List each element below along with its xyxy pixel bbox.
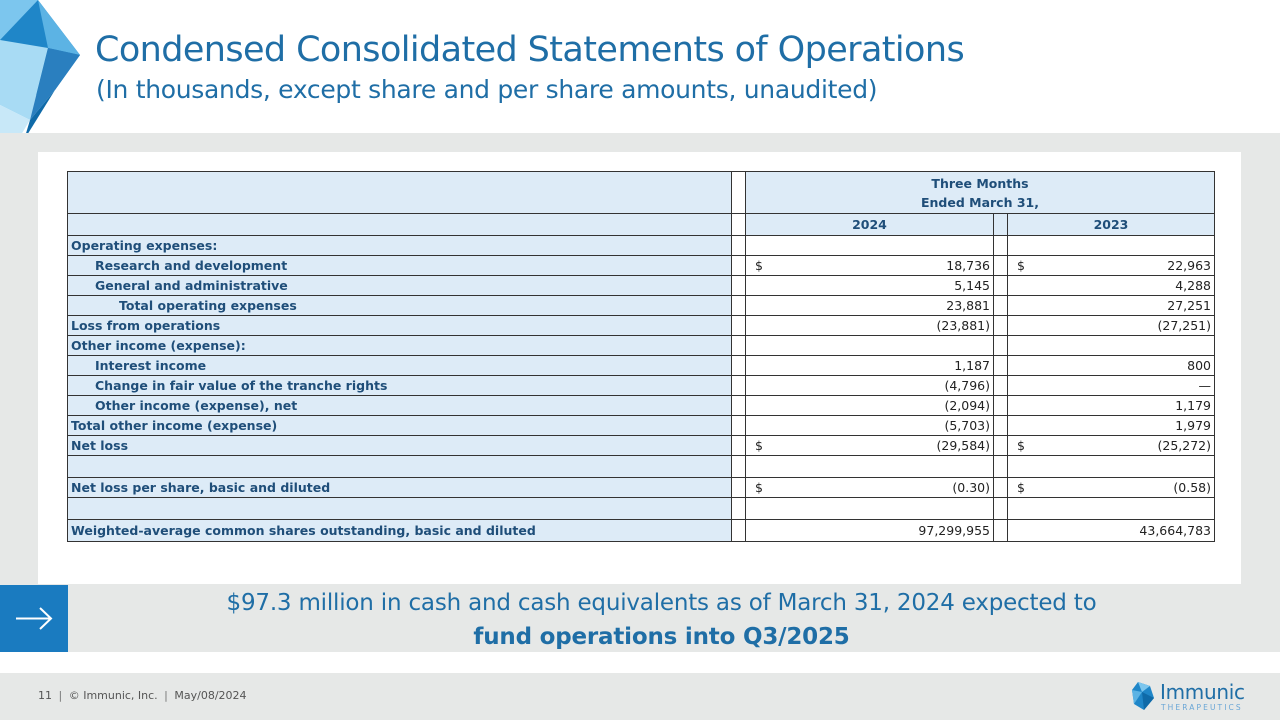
row-label: Net loss	[68, 436, 732, 456]
table-row	[68, 256, 1215, 276]
table-row	[68, 478, 1215, 498]
table-row	[68, 376, 1215, 396]
row-label: Loss from operations	[68, 316, 732, 336]
currency-symbol: $	[1017, 480, 1025, 495]
logo-mark-icon	[1130, 680, 1156, 712]
page-subtitle: (In thousands, except share and per share amounts, unaudited)	[96, 75, 878, 104]
value-2023: 1,979	[1008, 416, 1215, 436]
logo-tagline: THERAPEUTICS	[1161, 703, 1243, 712]
year-2023-header: 2023	[1008, 214, 1215, 236]
value-2024	[746, 236, 994, 256]
value-2024	[746, 498, 994, 520]
table-row	[68, 456, 1215, 478]
table-row	[68, 276, 1215, 296]
table-row	[68, 236, 1215, 256]
value-2024: (4,796)	[746, 376, 994, 396]
callout-arrow-box	[0, 585, 68, 652]
table-row	[68, 336, 1215, 356]
page-number: 11	[38, 689, 52, 702]
value-2024: $ 18,736	[746, 256, 994, 276]
table-row	[68, 296, 1215, 316]
table-row	[68, 436, 1215, 456]
currency-symbol: $	[755, 480, 763, 495]
row-label: Total other income (expense)	[68, 416, 732, 436]
table-header-years	[68, 214, 1215, 236]
currency-symbol: $	[1017, 258, 1025, 273]
row-label: Other income (expense), net	[68, 396, 732, 416]
value-2024: 5,145	[746, 276, 994, 296]
currency-symbol: $	[755, 258, 763, 273]
row-label: Interest income	[68, 356, 732, 376]
value-2023: 43,664,783	[1008, 520, 1215, 542]
value-2023: $ 22,963	[1008, 256, 1215, 276]
value-2023	[1008, 456, 1215, 478]
table-body	[68, 236, 1215, 542]
row-label: Net loss per share, basic and diluted	[68, 478, 732, 498]
value-2024: (2,094)	[746, 396, 994, 416]
value-2023	[1008, 498, 1215, 520]
row-label: Change in fair value of the tranche rights	[68, 376, 732, 396]
value-2023	[1008, 236, 1215, 256]
row-label: Weighted-average common shares outstanding, basic and diluted	[68, 520, 732, 542]
logo-name: Immunic	[1160, 680, 1245, 704]
value-2024: $ (29,584)	[746, 436, 994, 456]
footer-date: May/08/2024	[174, 689, 247, 702]
value-2024: (23,881)	[746, 316, 994, 336]
page-title: Condensed Consolidated Statements of Operations	[95, 30, 965, 70]
value-2023: $ (0.58)	[1008, 478, 1215, 498]
statement-table	[67, 171, 1215, 542]
value-2024: (5,703)	[746, 416, 994, 436]
value-2024: 23,881	[746, 296, 994, 316]
value-2024: $ (0.30)	[746, 478, 994, 498]
value-2024: 97,299,955	[746, 520, 994, 542]
callout-text: $97.3 million in cash and cash equivalents as of March 31, 2024 expected to	[226, 590, 1097, 616]
table-header-period	[68, 172, 1215, 214]
value-2023: —	[1008, 376, 1215, 396]
value-2023: $ (25,272)	[1008, 436, 1215, 456]
table-row	[68, 396, 1215, 416]
value-2023: (27,251)	[1008, 316, 1215, 336]
value-2023	[1008, 336, 1215, 356]
year-2024-header: 2024	[746, 214, 994, 236]
row-label: Total operating expenses	[68, 296, 732, 316]
row-label: Other income (expense):	[68, 336, 732, 356]
value-2023: 27,251	[1008, 296, 1215, 316]
value-2024: 1,187	[746, 356, 994, 376]
footer: 11 | © Immunic, Inc. | May/08/2024	[38, 689, 247, 702]
value-2023: 800	[1008, 356, 1215, 376]
currency-symbol: $	[755, 438, 763, 453]
row-label: General and administrative	[68, 276, 732, 296]
value-2024	[746, 456, 994, 478]
row-label	[68, 456, 732, 478]
row-label	[68, 498, 732, 520]
arrow-right-icon	[0, 585, 68, 652]
value-2023: 1,179	[1008, 396, 1215, 416]
period-header: Three Months Ended March 31,	[746, 172, 1215, 214]
table-row	[68, 356, 1215, 376]
copyright: © Immunic, Inc.	[68, 689, 158, 702]
row-label: Research and development	[68, 256, 732, 276]
row-label: Operating expenses:	[68, 236, 732, 256]
callout-highlight: fund operations into Q3/2025	[473, 624, 850, 650]
value-2023: 4,288	[1008, 276, 1215, 296]
table-row	[68, 498, 1215, 520]
value-2024	[746, 336, 994, 356]
table-row	[68, 520, 1215, 542]
currency-symbol: $	[1017, 438, 1025, 453]
table-row	[68, 316, 1215, 336]
table-row	[68, 416, 1215, 436]
